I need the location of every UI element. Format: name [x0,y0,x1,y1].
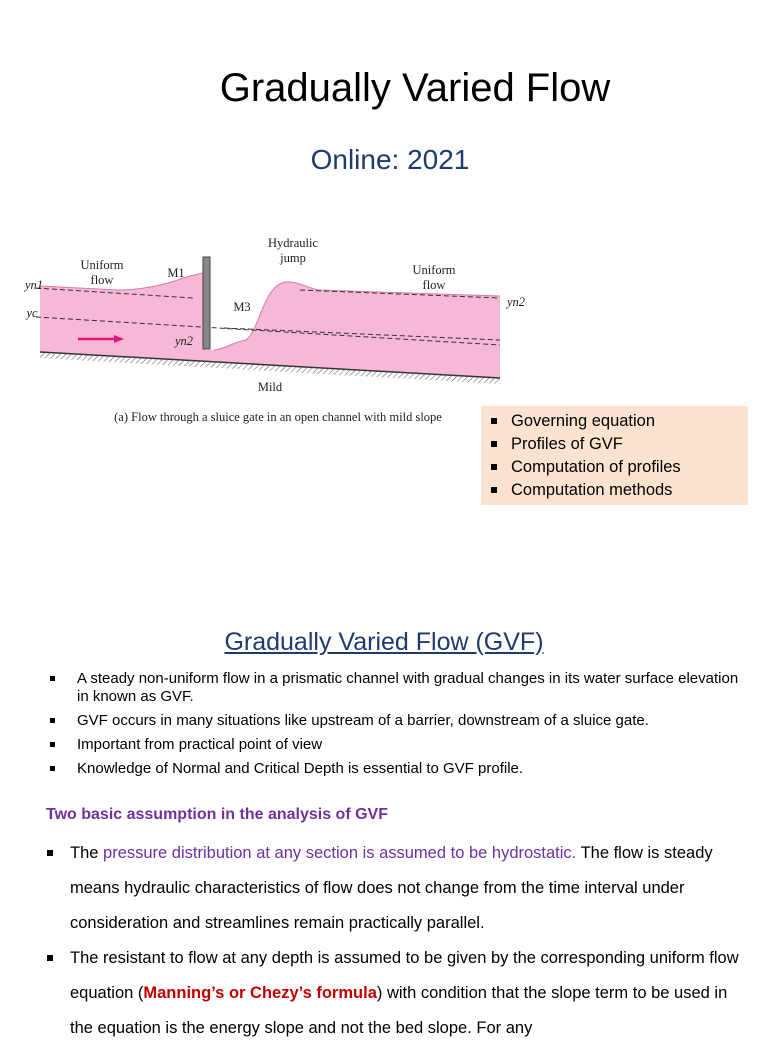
bullet-square-icon [47,955,53,961]
topic-item: Computation methods [489,479,748,502]
highlight-text: pressure distribution at any section is assumed to be hydrostatic. [103,844,577,862]
page-subtitle: Online: 2021 [310,144,470,175]
topics-list [481,406,748,502]
list-item: A steady non-uniform flow in a prismatic channel with gradual changes in its water surface elevation in known as GVF. [44,670,744,706]
bullet-square-icon [50,742,55,747]
uniform-flow-left-label: Uniform flow [80,258,124,287]
mild-slope-label: Mild [257,380,283,394]
highlight-text: Manning’s or Chezy’s formula [143,984,377,1002]
list-item: GVF occurs in many situations like upstream of a barrier, downstream of a sluice gate. [44,712,744,730]
bullet-square-icon [491,418,497,424]
assumptions-heading: Two basic assumption in the analysis of GVF [46,806,388,823]
topic-item: Profiles of GVF [489,433,748,456]
yn1-label: yn1 [24,278,44,292]
gvf-points-list [44,670,744,784]
bullet-square-icon [50,718,55,723]
yc-label: yc [26,306,38,320]
topic-item: Governing equation [489,410,748,433]
m3-label: M3 [233,300,251,314]
list-item: Knowledge of Normal and Critical Depth is essential to GVF profile. [44,760,744,778]
topic-item: Computation of profiles [489,456,748,479]
bullet-square-icon [47,850,53,856]
bullet-square-icon [491,487,497,493]
section-title: Gradually Varied Flow (GVF) [224,628,544,656]
list-item: The pressure distribution at any section is assumed to be hydrostatic. The flow is steady means hydraulic characteristics of flow does not change from the time interval under consideration and streamlines remain practically parallel. [44,836,744,941]
yn2-right-label: yn2 [506,295,526,309]
figure-caption: (a) Flow through a sluice gate in an open channel with mild slope [114,410,442,424]
bullet-square-icon [491,464,497,470]
page-title: Gradually Varied Flow [219,66,611,110]
uniform-flow-right-label: Uniform flow [412,263,456,292]
yn2-mid-label: yn2 [174,334,194,348]
bullet-square-icon [491,441,497,447]
hydraulic-jump-label: Hydraulic jump [268,236,318,265]
sluice-gate-figure [18,232,532,432]
bullet-square-icon [50,766,55,771]
list-item: The resistant to flow at any depth is assumed to be given by the corresponding uniform flow equation (Manning’s or Chezy’s formula) with condition that the slope term to be used in the equation is the energy slope and not the bed slope. For any [44,941,744,1046]
sluice-gate [203,257,210,349]
m1-label: M1 [167,266,185,280]
assumptions-list [44,836,744,1046]
bullet-square-icon [50,676,55,681]
list-item: Important from practical point of view [44,736,744,754]
topics-box [481,406,748,505]
